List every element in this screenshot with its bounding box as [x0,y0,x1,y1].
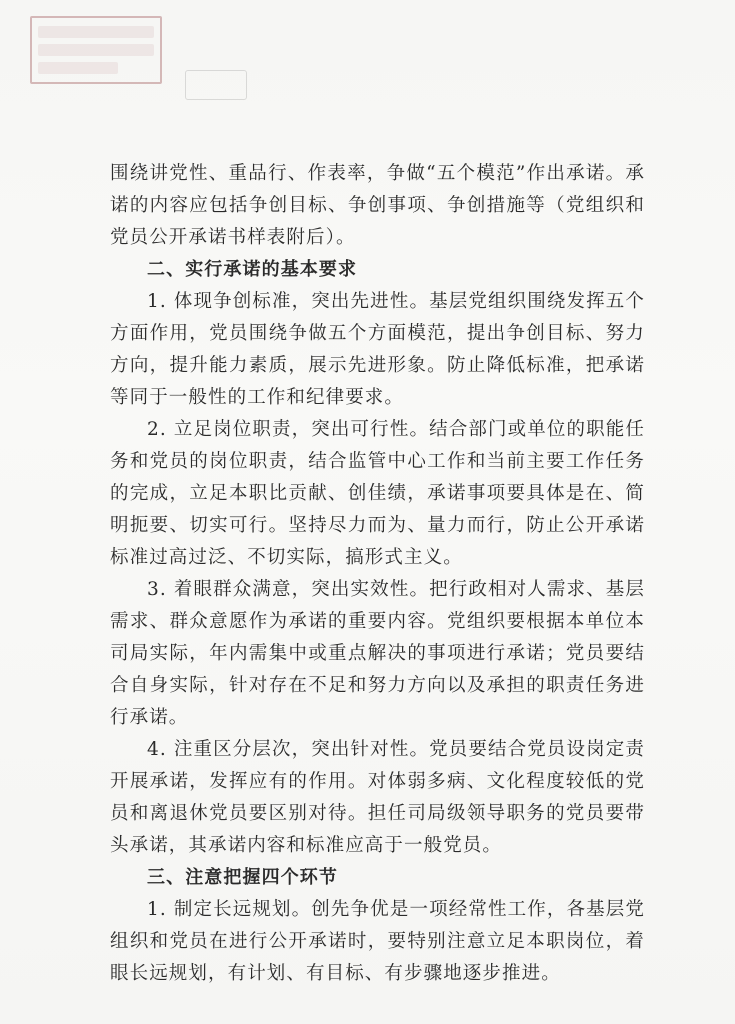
red-stamp-seal [30,16,162,84]
paragraph-step-1: 1. 制定长远规划。创先争优是一项经常性工作，各基层党组织和党员在进行公开承诺时，要特别注意立足本职岗位，着眼长远规划，有计划、有目标、有步骤地逐步推进。 [110,899,645,984]
paragraph-requirement-3: 3. 着眼群众满意，突出实效性。把行政相对人需求、基层需求、群众意愿作为承诺的重要内容。党组织要根据本单位本司局实际，年内需集中或重点解决的事项进行承诺；党员要结合自身实际，针对存在不足和努力方向以及承担的职责任务进行承诺。 [110,579,645,728]
paragraph-requirement-1: 1. 体现争创标准，突出先进性。基层党组织围绕发挥五个方面作用，党员围绕争做五个方面模范，提出争创目标、努力方向，提升能力素质，展示先进形象。防止降低标准，把承诺等同于一般性的工作和纪律要求。 [110,291,645,408]
paragraph-requirement-4: 4. 注重区分层次，突出针对性。党员要结合党员设岗定责开展承诺，发挥应有的作用。对体弱多病、文化程度较低的党员和离退休党员要区别对待。担任司局级领导职务的党员要带头承诺，其承诺内容和标准应高于一般党员。 [110,739,645,856]
faint-mark [185,70,247,100]
section-heading-3: 三、注意把握四个环节 [147,867,338,888]
document-body [110,158,645,990]
paragraph-intro-continued: 围绕讲党性、重品行、作表率，争做“五个模范”作出承诺。承诺的内容应包括争创目标、争创事项、争创措施等（党组织和党员公开承诺书样表附后）。 [110,163,645,248]
section-heading-2: 二、实行承诺的基本要求 [147,259,358,280]
paragraph-requirement-2: 2. 立足岗位职责，突出可行性。结合部门或单位的职能任务和党员的岗位职责，结合监管中心工作和当前主要工作任务的完成，立足本职比贡献、创佳绩，承诺事项要具体是在、简明扼要、切实可行。坚持尽力而为、量力而行，防止公开承诺标准过高过泛、不切实际，搞形式主义。 [110,419,645,568]
